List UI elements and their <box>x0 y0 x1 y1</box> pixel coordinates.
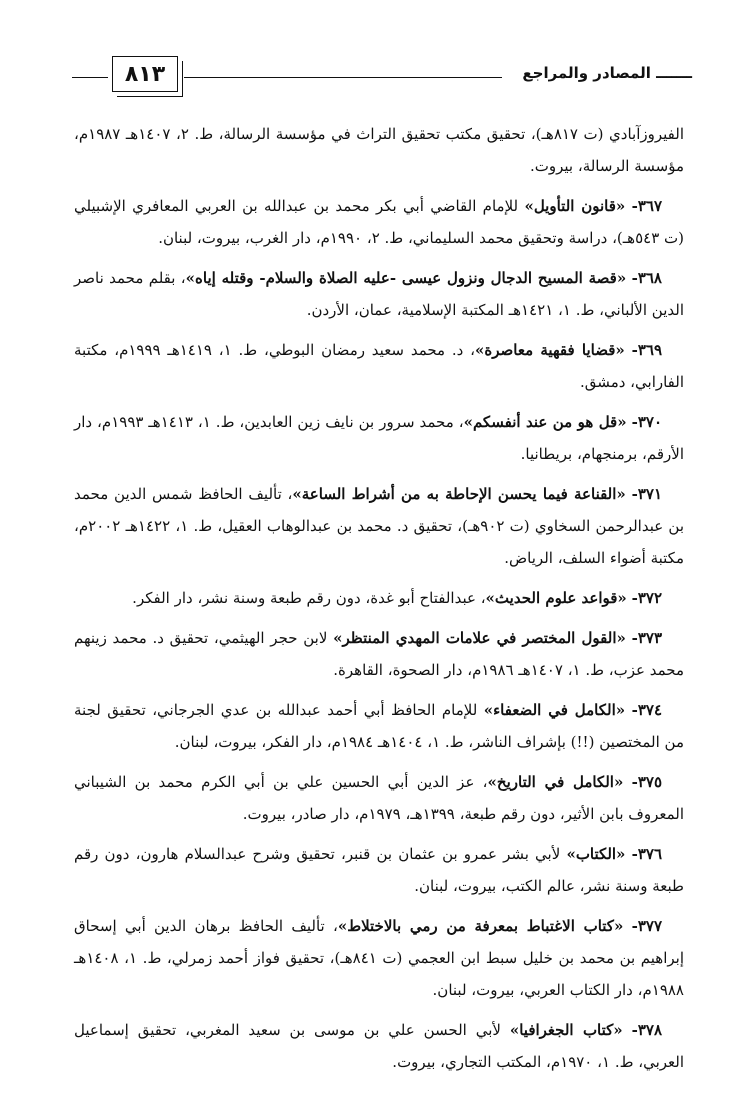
reference-text: ، عز الدين أبي الحسين علي بن أبي الكرم محمد بن الشيباني المعروف بابن الأثير، دون رقم طبعة، ١٣٩٩هـ، ١٩٧٩م، دار صادر، بيروت. <box>74 773 684 823</box>
reference-title: «كتاب الجغرافيا» <box>509 1021 623 1039</box>
reference-entry <box>74 262 684 326</box>
reference-text: ، محمد سرور بن نايف زين العابدين، ط. ١، ١٤١٣هـ ١٩٩٣م، دار الأرقم، برمنجهام، بريطانيا. <box>74 413 684 463</box>
reference-text: لابن حجر الهيثمي، تحقيق د. محمد زينهم محمد عزب، ط. ١، ١٤٠٧هـ ١٩٨٦م، دار الصحوة، القاهرة. <box>74 629 684 679</box>
reference-title: «قصة المسيح الدجال ونزول عيسى -عليه الصلاة والسلام- وقتله إياه» <box>185 269 627 287</box>
references-list <box>74 118 684 1086</box>
reference-text: ، بقلم محمد ناصر الدين الألباني، ط. ١، ١٤٢١هـ المكتبة الإسلامية، عمان، الأردن. <box>74 269 684 319</box>
reference-title: «قضايا فقهية معاصرة» <box>475 341 625 359</box>
reference-text: ، تأليف الحافظ شمس الدين محمد بن عبدالرحمن السخاوي (ت ٩٠٢هـ)، تحقيق د. محمد بن عبدالوهاب العقيل، ط. ١، ١٤٢٢هـ ٢٠٠٢م، مكتبة أضواء السلف، الرياض. <box>74 485 685 567</box>
reference-number: ٣٧٨- <box>631 1021 662 1039</box>
reference-entry <box>74 582 684 614</box>
reference-entry <box>74 118 684 182</box>
header-rule-left <box>72 77 108 78</box>
reference-entry <box>74 1014 684 1078</box>
reference-title: «قانون التأويل» <box>524 197 626 215</box>
reference-text: ، عبدالفتاح أبو غدة، دون رقم طبعة وسنة نشر، دار الفكر. <box>132 589 486 607</box>
reference-entry <box>74 910 684 1006</box>
page-number-box <box>112 56 178 92</box>
reference-number: ٣٧٠- <box>631 413 662 431</box>
reference-title: «قل هو من عند أنفسكم» <box>463 413 627 431</box>
reference-number: ٣٧٥- <box>631 773 663 791</box>
reference-entry <box>74 766 684 830</box>
reference-entry <box>74 622 684 686</box>
reference-number: ٣٦٩- <box>631 341 662 359</box>
reference-number: ٣٧٧- <box>631 917 662 935</box>
reference-title: «الكامل في الضعفاء» <box>483 701 626 719</box>
running-header <box>72 52 692 100</box>
reference-entry <box>74 334 684 398</box>
reference-entry <box>74 406 684 470</box>
reference-text: لأبي بشر عمرو بن عثمان بن قنبر، تحقيق وشرح عبدالسلام هارون، دون رقم طبعة وسنة نشر، عالم الكتب، بيروت، لبنان. <box>74 845 684 895</box>
reference-entry <box>74 190 684 254</box>
reference-text: الفيروزآبادي (ت ٨١٧هـ)، تحقيق مكتب تحقيق التراث في مؤسسة الرسالة، ط. ٢، ١٤٠٧هـ ١٩٨٧م، مؤسسة الرسالة، بيروت. <box>74 125 684 175</box>
reference-number: ٣٧٣- <box>631 629 662 647</box>
reference-number: ٣٧٦- <box>631 845 662 863</box>
reference-entry <box>74 478 684 574</box>
reference-text: للإمام الحافظ أبي أحمد عبدالله بن عدي الجرجاني، تحقيق لجنة من المختصين (!!) بإشراف الناشر، ط. ١، ١٤٠٤هـ ١٩٨٤م، دار الفكر، بيروت، لبنان. <box>74 701 684 751</box>
reference-number: ٣٧٢- <box>631 589 662 607</box>
reference-title: «القناعة فيما يحسن الإحاطة به من أشراط الساعة» <box>292 485 626 503</box>
reference-number: ٣٦٨- <box>631 269 662 287</box>
reference-entry <box>74 838 684 902</box>
reference-number: ٣٧١- <box>631 485 663 503</box>
reference-number: ٣٧٤- <box>631 701 662 719</box>
header-rule <box>184 77 502 78</box>
reference-entry <box>74 694 684 758</box>
reference-number: ٣٦٧- <box>631 197 663 215</box>
reference-text: ، تأليف الحافظ برهان الدين أبي إسحاق إبراهيم بن محمد بن خليل سبط ابن العجمي (ت ٨٤١هـ)، تحقيق فواز أحمد زمرلي، ط. ١، ١٤٠٨هـ ١٩٨٨م، دار الكتاب العربي، بيروت، لبنان. <box>74 917 684 999</box>
reference-title: «القول المختصر في علامات المهدي المنتظر» <box>333 629 626 647</box>
reference-text: للإمام القاضي أبي بكر محمد بن عبدالله بن العربي المعافري الإشبيلي (ت ٥٤٣هـ)، دراسة وتحقيق محمد السليماني، ط. ٢، ١٩٩٠م، دار الغرب، بيروت، لبنان. <box>74 197 684 247</box>
reference-title: «قواعد علوم الحديث» <box>485 589 627 607</box>
reference-text: ، د. محمد سعيد رمضان البوطي، ط. ١، ١٤١٩هـ ١٩٩٩م، مكتبة الفارابي، دمشق. <box>74 341 684 391</box>
reference-title: «الكامل في التاريخ» <box>487 773 624 791</box>
reference-text: لأبي الحسن علي بن موسى بن سعيد المغربي، تحقيق إسماعيل العربي، ط. ١، ١٩٧٠م، المكتب التجاري، بيروت. <box>74 1021 684 1071</box>
header-title: ـــــــ المصادر والمراجع <box>522 64 692 82</box>
page-number: ٨١٣ <box>124 61 166 87</box>
reference-title: «كتاب الاغتباط بمعرفة من رمي بالاختلاط» <box>337 917 624 935</box>
reference-title: «الكتاب» <box>566 845 626 863</box>
